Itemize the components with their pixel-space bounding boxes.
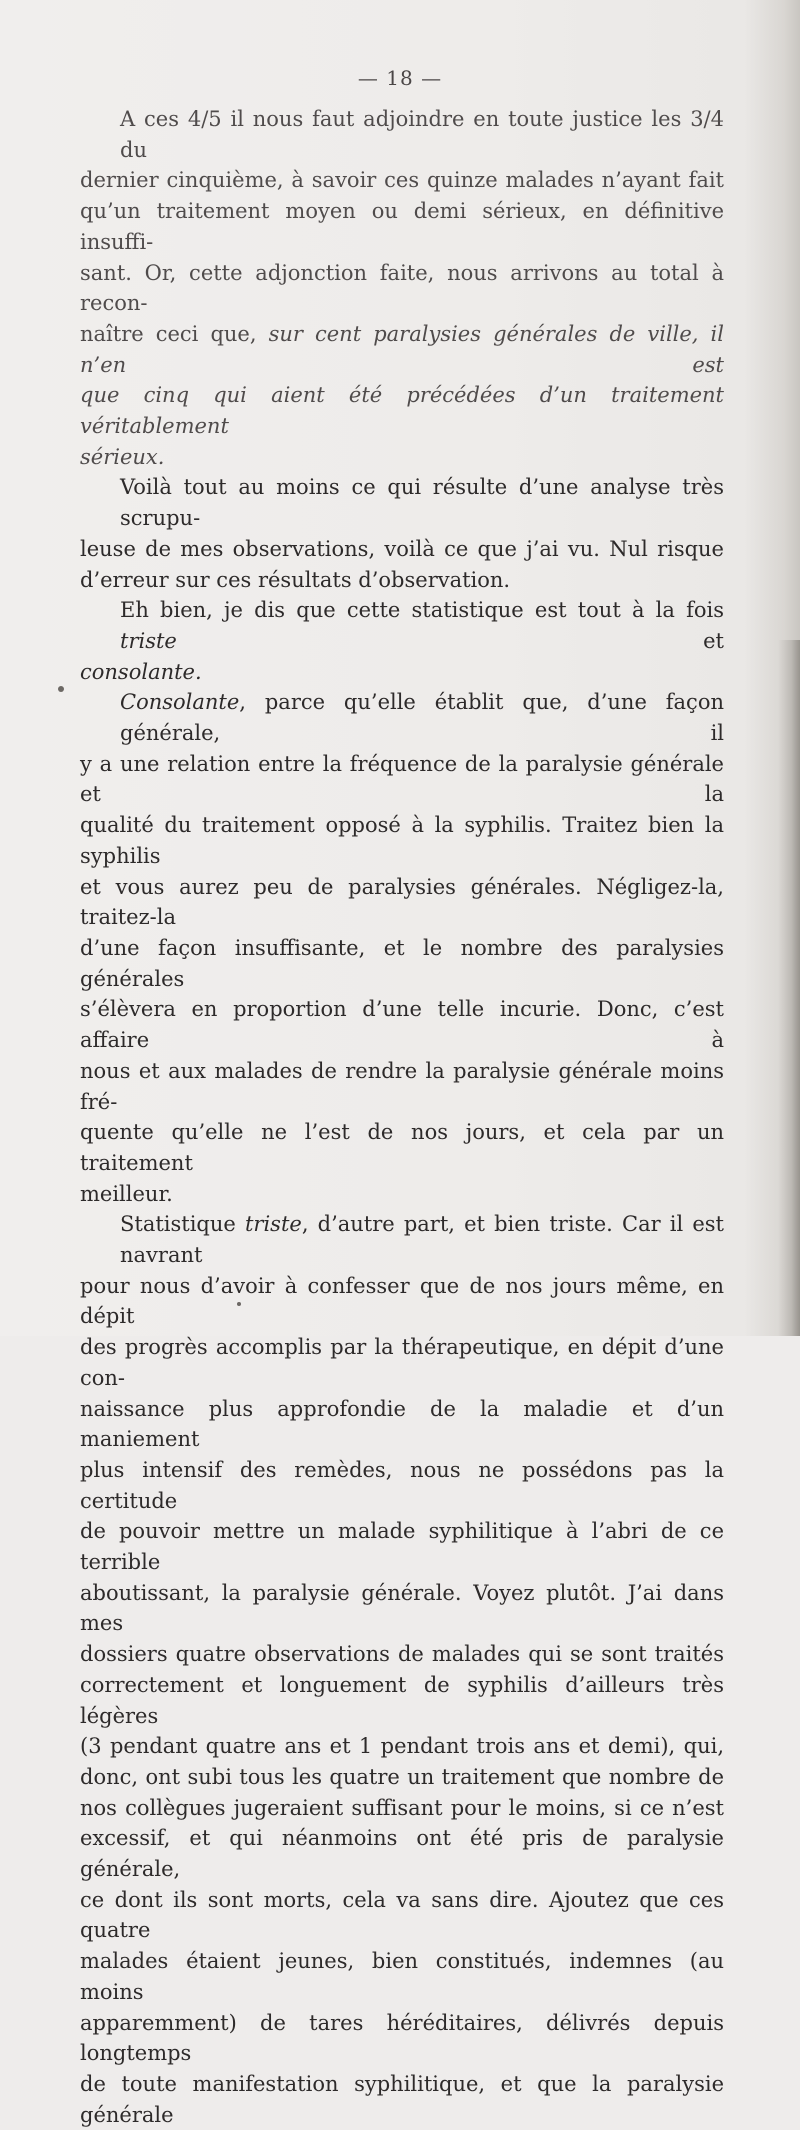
text-line: [80, 442, 724, 473]
italic-text: triste: [244, 1212, 302, 1237]
text-line: plus intensif des remèdes, nous ne possédons pas la certitude: [80, 1457, 724, 1513]
text-line: d’une façon insuffisante, et le nombre des paralysies générales: [80, 935, 724, 991]
text-line: dernier cinquième, à savoir ces quinze malades n’ayant fait: [80, 168, 724, 193]
paragraph-2: [80, 472, 724, 595]
text-line: de toute manifestation syphilitique, et que la paralysie générale: [80, 2072, 724, 2127]
italic-text: sérieux.: [80, 444, 165, 469]
text-line: de pouvoir mettre un malade syphilitique à l’abri de ce terrible: [80, 1519, 724, 1575]
text-fragment: Statistique: [120, 1212, 245, 1237]
ink-spot: [237, 1302, 241, 1306]
text-line: [80, 687, 724, 748]
text-line: ce dont ils sont morts, cela va sans dire. Ajoutez que ces quatre: [80, 1887, 724, 1943]
text-line: malades étaient jeunes, bien constitués, indemnes (au moins: [80, 1949, 724, 2004]
text-line: nos collègues jugeraient suffisant pour le moins, si ce n’est: [80, 1795, 724, 1820]
text-line: aboutissant, la paralysie générale. Voyez plutôt. J’ai dans mes: [80, 1580, 724, 1636]
text-line: (3 pendant quatre ans et 1 pendant trois ans et demi), qui,: [80, 1734, 724, 1759]
text-fragment: naître ceci que,: [80, 321, 269, 346]
italic-text: triste: [120, 628, 177, 653]
text-line: quente qu’elle ne l’est de nos jours, et cela par un traitement: [80, 1120, 724, 1175]
text-line: naissance plus approfondie de la maladie et d’un maniement: [80, 1396, 724, 1452]
text-line: [80, 657, 724, 688]
ink-spot: [58, 686, 64, 692]
text-line: et vous aurez peu de paralysies générales. Négligez-la, traitez-la: [80, 874, 724, 930]
text-line: des progrès accomplis par la thérapeutique, en dépit d’une con-: [80, 1335, 724, 1390]
text-fragment: et: [176, 628, 724, 653]
text-line: meilleur.: [80, 1181, 173, 1206]
text-line: leuse de mes observations, voilà ce que j’ai vu. Nul risque: [80, 536, 724, 561]
text-line: s’élèvera en proportion d’une telle incurie. Donc, c’est affaire à: [80, 997, 724, 1053]
text-line: qualité du traitement opposé à la syphilis. Traitez bien la syphilis: [80, 813, 724, 868]
italic-text: consolante.: [80, 659, 202, 684]
text-fragment: , d’autre part, et bien triste. Car il est navrant: [120, 1212, 724, 1268]
italic-text: sur cent paralysies générales de ville, il n’en est: [80, 321, 724, 377]
italic-text: Consolante: [120, 690, 240, 715]
text-line: excessif, et qui néanmoins ont été pris de paralysie générale,: [80, 1826, 724, 1882]
text-line: A ces 4/5 il nous faut adjoindre en toute justice les 3/4 du: [120, 107, 724, 162]
paragraph-3: [80, 595, 724, 687]
paragraph-5: [80, 1209, 724, 2130]
page-number: — 18 —: [357, 66, 443, 90]
text-line: [80, 319, 724, 380]
text-line: [80, 1209, 724, 1270]
text-line: dossiers quatre observations de malades qui se sont traités: [80, 1642, 724, 1667]
text-line: donc, ont subi tous les quatre un traitement que nombre de: [80, 1764, 724, 1789]
text-line: qu’un traitement moyen ou demi sérieux, en définitive insuffi-: [80, 199, 724, 254]
text-line: [80, 380, 724, 441]
text-line: d’erreur sur ces résultats d’observation.: [80, 567, 511, 592]
paragraph-1: [80, 104, 724, 472]
text-line: pour nous d’avoir à confesser que de nos jours même, en dépit: [80, 1273, 724, 1329]
body-text: [80, 104, 724, 2130]
text-line: nous et aux malades de rendre la paralysie générale moins fré-: [80, 1058, 724, 1114]
italic-text: que cinq qui aient été précédées d’un traitement véritablement: [80, 383, 724, 439]
text-fragment: Eh bien, je dis que cette statistique est tout à la fois: [120, 598, 724, 623]
text-line: apparemment) de tares héréditaires, délivrés depuis longtemps: [80, 2010, 724, 2066]
paragraph-4: [80, 687, 724, 1209]
text-line: sant. Or, cette adjonction faite, nous arrivons au total à recon-: [80, 260, 724, 316]
text-line: Voilà tout au moins ce qui résulte d’une analyse très scrupu-: [120, 475, 724, 531]
text-line: y a une relation entre la fréquence de la paralysie générale et la: [80, 751, 724, 807]
page-edge-shadow: [778, 640, 800, 1336]
text-fragment: , parce qu’elle établit que, d’une façon générale, il: [120, 690, 724, 746]
text-line: correctement et longuement de syphilis d’ailleurs très légères: [80, 1672, 724, 1728]
text-line: [80, 595, 724, 656]
